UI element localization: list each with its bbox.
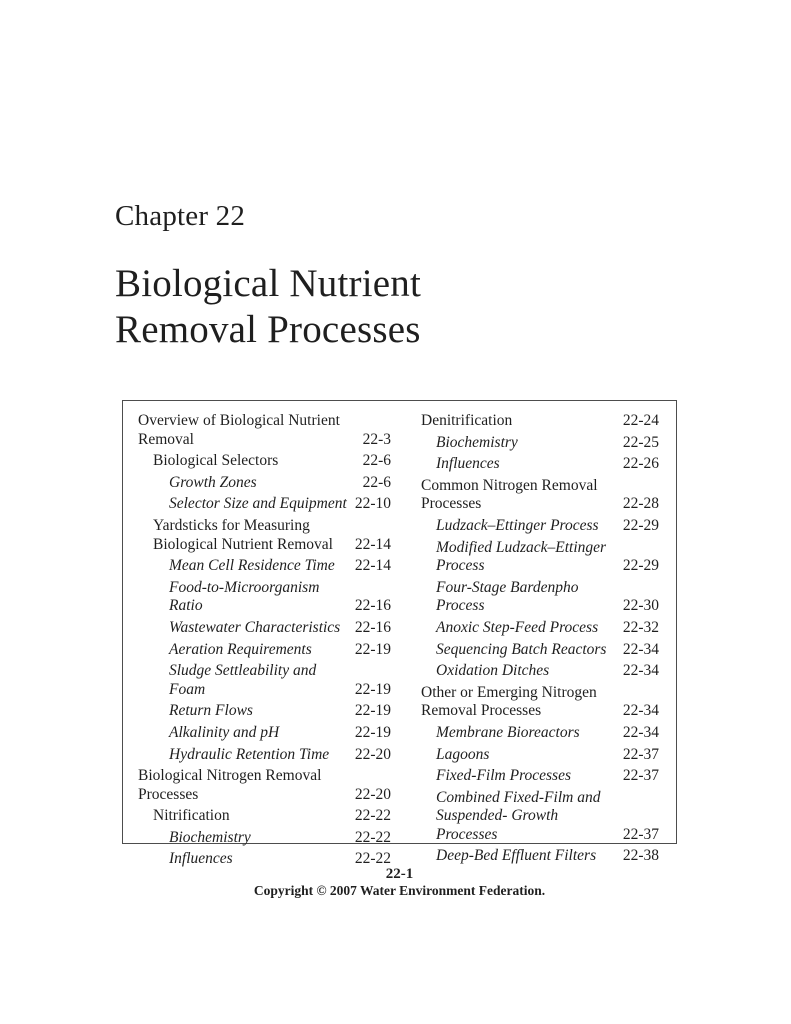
toc-entry xyxy=(421,517,659,536)
toc-entry-title xyxy=(421,789,617,845)
toc-entry-page: 22-10 xyxy=(354,495,391,513)
toc-entry-title-line: Biological Nutrient Removal xyxy=(153,535,333,553)
toc-entry xyxy=(421,724,659,743)
toc-entry-title xyxy=(421,767,571,786)
toc-entry-title-line: Processes xyxy=(138,785,199,803)
toc-entry-title-line: Yardsticks for Measuring xyxy=(153,516,310,534)
toc-entry xyxy=(421,455,659,474)
toc-entry-title xyxy=(138,767,321,804)
toc-entry-page: 22-24 xyxy=(622,412,659,429)
footer-page-number: 22-1 xyxy=(385,866,414,882)
toc-entry-title xyxy=(138,517,333,554)
toc-entry-title xyxy=(138,619,340,638)
toc-entry-page: 22-16 xyxy=(354,618,391,636)
toc-entry xyxy=(421,847,659,866)
toc-entry-page: 22-30 xyxy=(622,597,659,615)
toc-entry-title-line: Nitrification xyxy=(153,807,230,825)
toc-entry xyxy=(138,746,391,765)
toc-entry-title xyxy=(421,847,596,866)
toc-entry-page: 22-34 xyxy=(622,702,659,720)
toc-entry-page: 22-37 xyxy=(622,745,659,763)
toc-entry-page: 22-28 xyxy=(622,495,659,513)
toc-entry-title xyxy=(138,412,340,449)
toc-entry-title xyxy=(421,455,500,474)
toc-entry-page: 22-3 xyxy=(362,430,391,448)
toc-entry-page: 22-6 xyxy=(362,473,391,491)
toc-entry xyxy=(421,477,659,514)
toc-entry-page: 22-34 xyxy=(622,640,659,658)
page-title xyxy=(115,261,421,353)
toc-entry-title-line: Anoxic Step-Feed Process xyxy=(436,618,599,636)
toc-entry-page: 22-37 xyxy=(622,767,659,785)
toc-entry xyxy=(138,702,391,721)
toc-entry xyxy=(421,539,659,576)
toc-entry-title-line: Hydraulic Retention Time xyxy=(169,745,330,763)
toc-entry xyxy=(138,807,391,826)
toc-entry xyxy=(138,641,391,660)
toc-column-right xyxy=(421,412,659,865)
toc-entry-title xyxy=(421,684,597,721)
toc-entry-page: 22-14 xyxy=(354,557,391,575)
toc-entry-title xyxy=(138,474,257,493)
toc-entry-title-line: Food-to-Microorganism Ratio xyxy=(169,578,320,615)
toc-entry-page: 22-26 xyxy=(622,455,659,473)
toc-entry-page: 22-38 xyxy=(622,847,659,865)
toc-entry-page: 22-22 xyxy=(354,807,391,825)
toc-entry-title xyxy=(421,477,598,514)
toc-entry-title-line: Removal xyxy=(138,430,194,448)
toc-entry-page: 22-29 xyxy=(622,516,659,534)
toc-entry-title-line: Processes xyxy=(421,495,482,513)
toc-entry-title-line: Common Nitrogen Removal xyxy=(421,476,598,494)
page-footer xyxy=(122,866,677,899)
toc-entry-title-line: Membrane Bioreactors xyxy=(436,723,580,741)
toc-entry-page: 22-34 xyxy=(622,662,659,680)
toc-entry-page: 22-14 xyxy=(354,535,391,553)
toc-entry-page: 22-20 xyxy=(354,745,391,763)
toc-entry xyxy=(421,434,659,453)
toc-entry-title-line: Aeration Requirements xyxy=(169,640,312,658)
toc-entry-page: 22-22 xyxy=(354,850,391,868)
toc-entry-title-line: Removal Processes xyxy=(421,702,542,720)
toc-entry-title xyxy=(138,557,335,576)
toc-entry-title xyxy=(421,724,580,743)
toc-entry-title xyxy=(138,495,347,514)
toc-entry xyxy=(421,412,659,431)
toc-entry-page: 22-6 xyxy=(362,452,391,470)
toc-entry-title-line: Wastewater Characteristics xyxy=(169,618,341,636)
toc-entry xyxy=(138,557,391,576)
page-title-line2: Removal Processes xyxy=(115,308,421,351)
page-title-line1: Biological Nutrient xyxy=(115,262,421,305)
toc-entry-title-line: Lagoons xyxy=(436,745,490,763)
toc-entry-page: 22-19 xyxy=(354,640,391,658)
toc-entry xyxy=(138,829,391,848)
toc-entry-page: 22-29 xyxy=(622,557,659,575)
toc-entry-title-line: Biochemistry xyxy=(436,433,518,451)
toc-entry xyxy=(421,579,659,616)
toc-entry-title-line: Suspended- Growth Processes xyxy=(436,807,559,843)
toc-entry xyxy=(421,746,659,765)
toc-entry-title-line: Ludzack–Ettinger Process xyxy=(436,516,599,534)
toc-entry-page: 22-34 xyxy=(622,723,659,741)
toc-entry xyxy=(421,619,659,638)
toc-entry-title xyxy=(138,641,312,660)
toc-entry-title xyxy=(138,702,253,721)
toc-entry-title xyxy=(421,746,489,765)
toc-entry-page: 22-25 xyxy=(622,433,659,451)
toc-entry-title xyxy=(421,579,617,616)
toc-entry-title-line: Return Flows xyxy=(169,702,253,720)
toc-entry-title-line: Selector Size and Equipment xyxy=(169,495,347,513)
toc-entry-title-line: Growth Zones xyxy=(169,473,257,491)
toc-entry-title-line: Biochemistry xyxy=(169,828,251,846)
toc-entry-title xyxy=(138,746,329,765)
table-of-contents xyxy=(122,400,677,868)
toc-entry xyxy=(421,767,659,786)
toc-entry xyxy=(138,474,391,493)
toc-entry-title-line: Overview of Biological Nutrient xyxy=(138,412,340,429)
toc-entry-title xyxy=(421,641,606,660)
toc-entry xyxy=(421,789,659,845)
toc-entry xyxy=(138,495,391,514)
toc-entry-page: 22-16 xyxy=(354,597,391,615)
toc-entry-page: 22-20 xyxy=(354,785,391,803)
toc-entry-title xyxy=(138,579,349,616)
chapter-label: Chapter 22 xyxy=(115,200,246,232)
toc-entry-page: 22-19 xyxy=(354,680,391,698)
toc-entry-title xyxy=(138,724,279,743)
toc-entry-title xyxy=(421,619,598,638)
toc-entry xyxy=(138,662,391,699)
toc-entry-title-line: Oxidation Ditches xyxy=(436,662,550,680)
toc-entry xyxy=(138,412,391,449)
toc-entry xyxy=(421,662,659,681)
toc-entry-title-line: Biological Selectors xyxy=(153,452,279,470)
toc-entry-title-line: Other or Emerging Nitrogen xyxy=(421,683,597,701)
toc-entry-page: 22-32 xyxy=(622,618,659,636)
toc-entry-title-line: Biological Nitrogen Removal xyxy=(138,767,322,785)
toc-entry-title xyxy=(421,517,599,536)
toc-entry-page: 22-19 xyxy=(354,723,391,741)
toc-entry-title-line: Influences xyxy=(436,455,500,473)
toc-column-left xyxy=(138,412,391,868)
toc-entry-title xyxy=(421,412,512,431)
toc-entry-title-line: Deep-Bed Effluent Filters xyxy=(436,847,597,865)
toc-entry xyxy=(138,724,391,743)
toc-entry-title xyxy=(421,539,606,576)
toc-entry-title xyxy=(138,662,349,699)
toc-entry-title xyxy=(138,452,278,471)
toc-entry-title xyxy=(138,807,230,826)
toc-entry-title-line: Denitrification xyxy=(421,412,513,429)
toc-entry xyxy=(421,684,659,721)
toc-entry xyxy=(138,619,391,638)
toc-entry xyxy=(138,517,391,554)
toc-entry xyxy=(421,641,659,660)
toc-entry-title-line: Process xyxy=(436,557,485,575)
toc-entry-title xyxy=(421,662,549,681)
toc-entry-title xyxy=(421,434,518,453)
toc-entry xyxy=(138,767,391,804)
toc-entry xyxy=(138,579,391,616)
toc-entry-page: 22-37 xyxy=(622,825,659,843)
toc-entry-title-line: Modified Ludzack–Ettinger xyxy=(436,538,607,556)
toc-entry-title xyxy=(138,829,251,848)
toc-entry-title-line: Alkalinity and pH xyxy=(169,723,280,741)
footer-copyright: Copyright © 2007 Water Environment Federation. xyxy=(253,883,546,898)
toc-entry xyxy=(138,452,391,471)
toc-entry-title-line: Four-Stage Bardenpho Process xyxy=(436,578,579,615)
toc-entry-page: 22-22 xyxy=(354,828,391,846)
toc-entry-page: 22-19 xyxy=(354,702,391,720)
toc-entry-title-line: Influences xyxy=(169,850,233,868)
toc-entry-title-line: Mean Cell Residence Time xyxy=(169,557,335,575)
toc-entry-title-line: Sludge Settleability and Foam xyxy=(169,662,317,698)
toc-entry-title-line: Sequencing Batch Reactors xyxy=(436,640,607,658)
toc-entry-title-line: Combined Fixed-Film and xyxy=(436,788,601,806)
toc-entry-title-line: Fixed-Film Processes xyxy=(436,767,572,785)
